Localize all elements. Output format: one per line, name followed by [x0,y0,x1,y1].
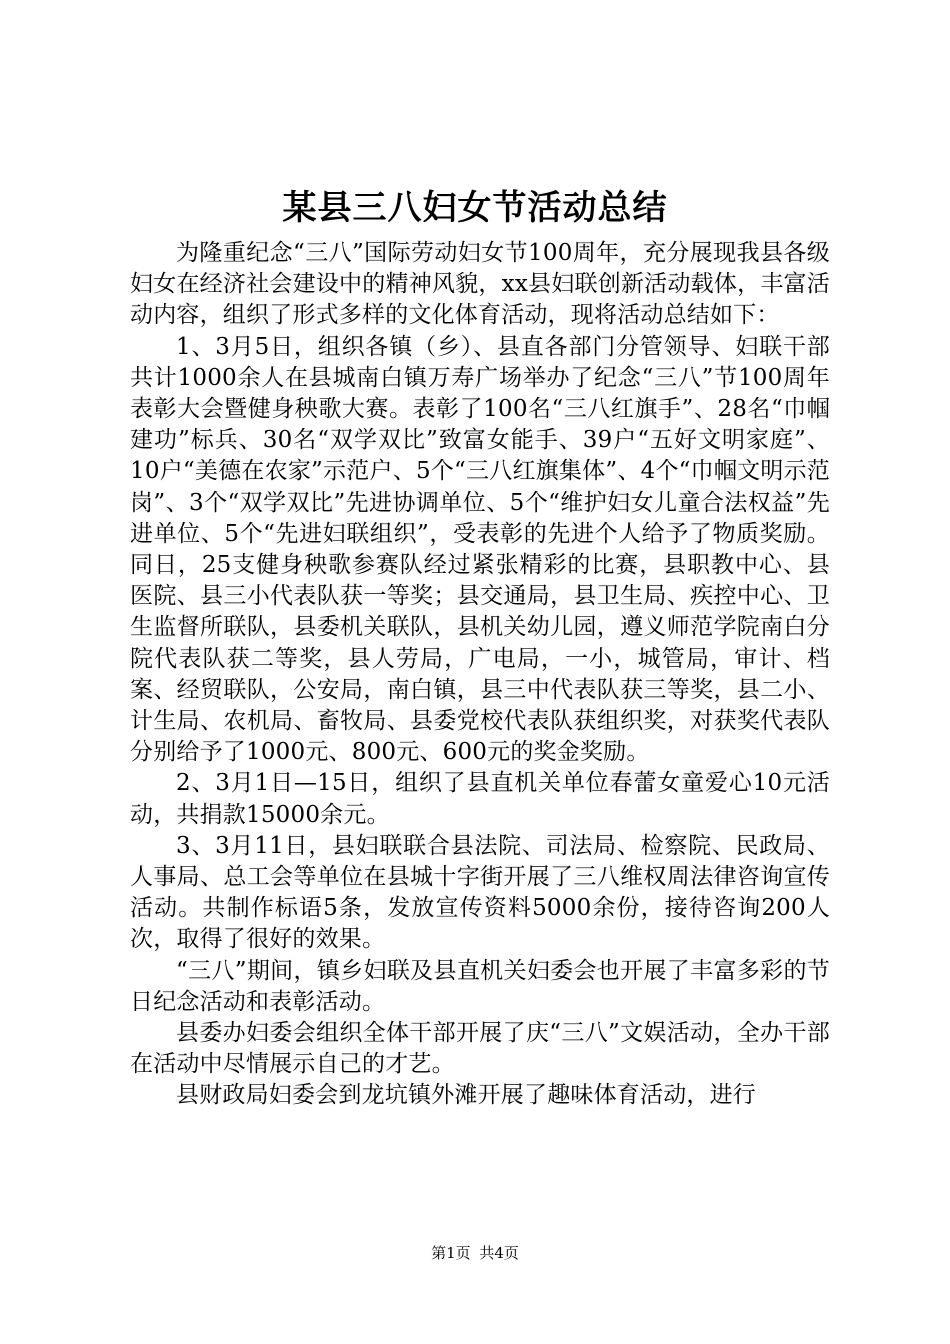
paragraph-intro: 为隆重纪念“三八”国际劳动妇女节100周年，充分展现我县各级妇女在经济社会建设中的精神风貌，xx县妇联创新活动载体，丰富活动内容，组织了形式多样的文化体育活动，现将活动总结如下： [130,240,830,329]
paragraph-item-2: 2、3月1日—15日，组织了县直机关单位春蕾女童爱心10元活动，共捐款15000余元。 [130,770,830,828]
document-title: 某县三八妇女节活动总结 [282,188,668,228]
paragraph-finance-bureau: 县财政局妇委会到龙坑镇外滩开展了趣味体育活动，进行 [176,1082,756,1109]
paragraph-item-3: 3、3月11日，县妇联联合县法院、司法局、检察院、民政局、人事局、总工会等单位在县城十字街开展了三八维权周法律咨询宣传活动。共制作标语5条，发放宣传资料5000余份，接待咨询200人次，取得了很好的效果。 [130,832,830,953]
document-body [130,238,830,1112]
paragraph-item-1: 1、3月5日，组织各镇（乡）、县直各部门分管领导、妇联干部共计1000余人在县城南白镇万寿广场举办了纪念“三八”节100周年表彰大会暨健身秧歌大赛。表彰了100名“三八红旗手”、28名“巾帼建功”标兵、30名“双学双比”致富女能手、39户“五好文明家庭”、10户“美德在农家”示范户、5个“三八红旗集体”、4个“巾帼文明示范岗”、3个“双学双比”先进协调单位、5个“维护妇女儿童合法权益”先进单位、5个“先进妇联组织”，受表彰的先进个人给予了物质奖励。同日，25支健身秧歌参赛队经过紧张精彩的比赛，县职教中心、县医院、县三小代表队获一等奖；县交通局，县卫生局、疾控中心、卫生监督所联队，县委机关联队，县机关幼儿园，遵义师范学院南白分院代表队获二等奖，县人劳局，广电局，一小，城管局，审计、档案、经贸联队，公安局，南白镇，县三中代表队获三等奖，县二小、计生局、农机局、畜牧局、县委党校代表队获组织奖，对获奖代表队分别给予了1000元、800元、600元的奖金奖励。 [130,333,830,766]
page-number: 第1页 [431,1244,471,1262]
paragraph-sanba-period: “三八”期间，镇乡妇联及县直机关妇委会也开展了丰富多彩的节日纪念活动和表彰活动。 [130,957,830,1015]
paragraph-county-office: 县委办妇委会组织全体干部开展了庆“三八”文娱活动，全办干部在活动中尽情展示自己的才艺。 [130,1020,830,1078]
page-total: 共4页 [479,1244,519,1262]
page-footer [0,1243,950,1263]
